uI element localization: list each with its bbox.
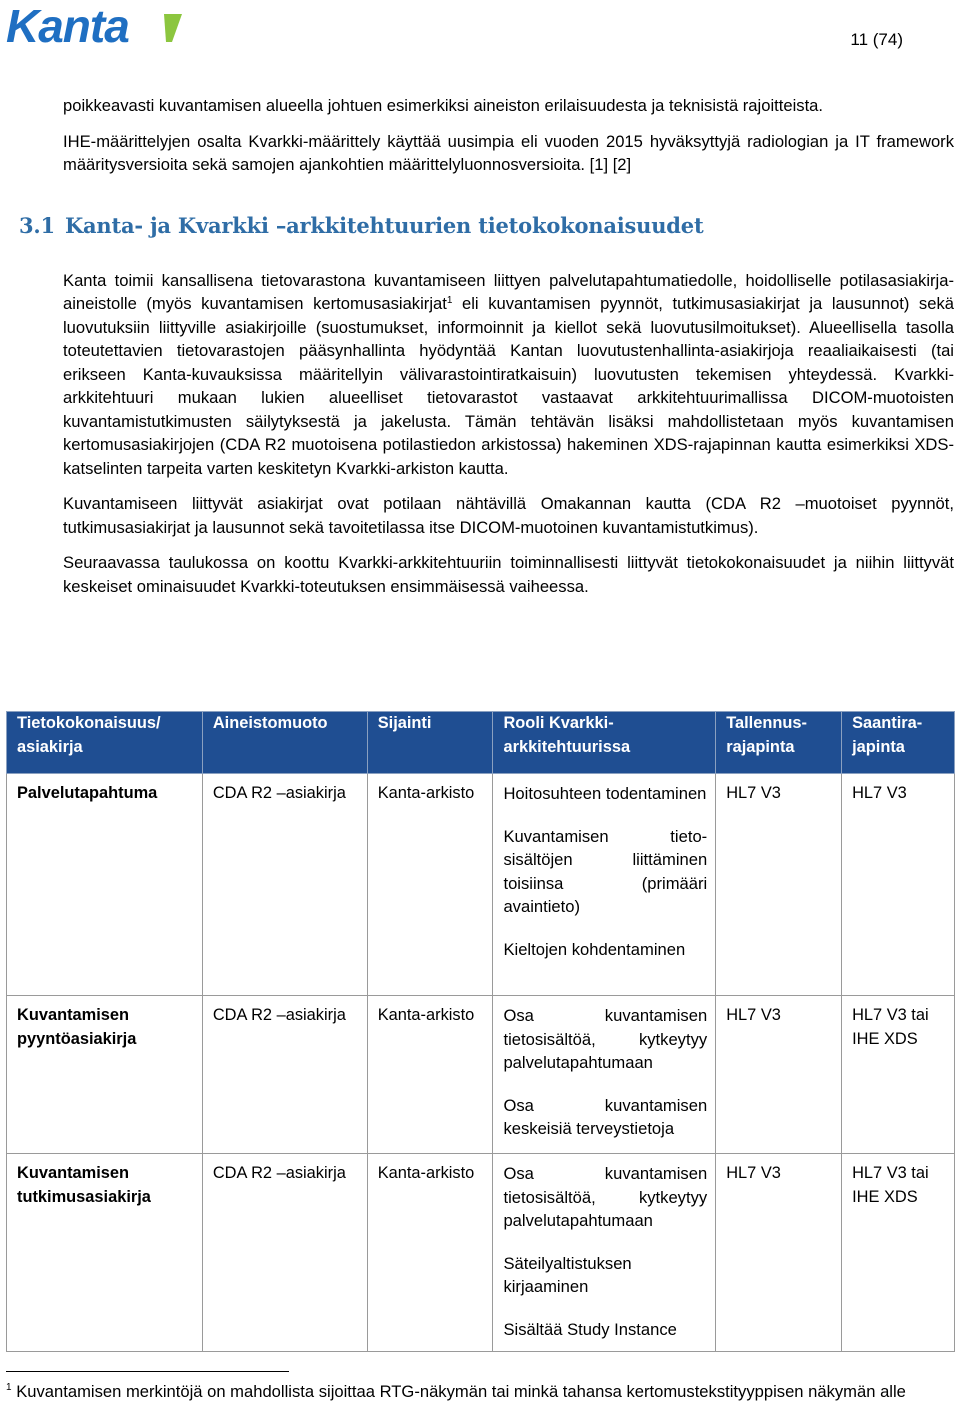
paragraph-kanta-part1: Kanta toimii kansallisena tietovarastona kuvantamiseen liittyen palvelutapahtumatiedolle, hoidolliselle potilasasiakirja-aineistolle (myös kuvantamisen kertomusasiakirjat <box>63 270 954 313</box>
cell-dataset: Palvelutapahtuma <box>7 774 203 996</box>
role-item: Osa kuvantamisen tietosisältöä, kytkeytyy palvelutapahtumaan <box>503 1006 708 1072</box>
role-item: Osa kuvantamisen tietosisältöä, kytkeytyy palvelutapahtumaan <box>503 1164 708 1230</box>
footnote-marker: 1 <box>6 1382 12 1393</box>
cell-role <box>493 774 716 996</box>
footnote-ref[interactable]: 1 <box>446 295 453 306</box>
paragraph-omakanta: Kuvantamiseen liittyvät asiakirjat ovat potilaan nähtävillä Omakannan kautta (CDA R2 –muotoiset pyynnöt, tutkimusasiakirjat ja lausunnot sekä tavoitetilassa itse DICOM-muotoinen kuvantamistutkimus). <box>63 494 954 537</box>
paragraph-kanta-part2: eli kuvantamisen pyynnöt, tutkimusasiakirjat ja lausunnot) sekä luovutuksiin liittyville asiakirjoille (suostumukset, informoinnit ja kiellot sekä luovutusilmoitukset). Alueellisella tasolla toteutettavien tietovarastojen pääsynhallinta hyödyntää Kantan luovutustenhallinta-asiakirjoja reaaliaikaisesti (tai erikseen Kanta-kuvauksissa määritellyin välivarastointiratkaisuin) luovutusten tekemisen yhteydessä. Kvarkki-arkkitehtuuri mukaan lukien alueelliset tietovarastot vastaavat arkkitehtuurimallissa DICOM-muotoisten kuvantamistutkimusten säilytyksestä ja jakelusta. Tämän tehtävän lisäksi mahdollistetaan myös kuvantamisen kertomusasiakirjojen (CDA R2 muotoisena potilastiedon arkistossa) hakeminen XDS-rajapinnan kautta esimerkiksi XDS-katselinten tarpeita varten keskitetyn Kvarkki-arkiston kautta. <box>63 294 954 478</box>
cell-store-interface: HL7 V3 <box>716 996 842 1154</box>
cell-access-interface: HL7 V3 <box>842 774 955 996</box>
role-item: Kieltojen kohdentaminen <box>503 939 686 959</box>
col-header-dataset: Tietokokonaisuus/ asiakirja <box>7 712 203 774</box>
cell-role <box>493 1154 716 1352</box>
cell-location: Kanta-arkisto <box>367 774 493 996</box>
paragraph-intro: poikkeavasti kuvantamisen alueella johtuen esimerkiksi aineiston erilaisuudesta ja teknisistä rajoitteista. <box>63 96 824 115</box>
table-header-row <box>7 712 955 774</box>
cell-dataset: Kuvantamisen pyyntöasiakirja <box>7 996 203 1154</box>
col-header-location: Sijainti <box>367 712 493 774</box>
kanta-logo-mark <box>6 2 186 50</box>
cell-dataset: Kuvantamisen tutkimusasiakirja <box>7 1154 203 1352</box>
section-heading <box>19 212 954 240</box>
cell-format: CDA R2 –asiakirja <box>202 774 367 996</box>
col-header-access-interface: Saantira-japinta <box>842 712 955 774</box>
cell-role <box>493 996 716 1154</box>
col-header-role: Rooli Kvarkki-arkkitehtuurissa <box>493 712 716 774</box>
role-item: Säteilyaltistuksen kirjaaminen <box>503 1253 632 1296</box>
table-row <box>7 996 955 1154</box>
paragraph-kanta <box>63 269 954 481</box>
document-body <box>19 94 954 598</box>
cell-access-interface: HL7 V3 tai IHE XDS <box>842 996 955 1154</box>
role-item: Osa kuvantamisen keskeisiä terveystietoja <box>503 1095 708 1138</box>
cell-location: Kanta-arkisto <box>367 996 493 1154</box>
page-number: 11 (74) <box>850 30 903 49</box>
role-item: Kuvantamisen tieto-sisältöjen liittäminen toisiinsa (primääri avaintieto) <box>503 826 708 916</box>
paragraph-ihe: IHE-määrittelyjen osalta Kvarkki-määrittely käyttää uusimpia eli vuoden 2015 hyväksyttyjä radiologian ja IT framework määritysversioita sekä samojen ajankohtien määrittelyluonnosversioita. [1] [2] <box>63 131 954 174</box>
table-row <box>7 774 955 996</box>
section-number: 3.1 <box>19 212 55 238</box>
cell-store-interface: HL7 V3 <box>716 774 842 996</box>
paragraph-table-intro: Seuraavassa taulukossa on koottu Kvarkki-arkkitehtuuriin toiminnallisesti liittyvät tietokokonaisuudet ja niihin liittyvät keskeiset ominaisuudet Kvarkki-toteutuksen ensimmäisessä vaiheessa. <box>63 553 954 596</box>
cell-access-interface: HL7 V3 tai IHE XDS <box>842 1154 955 1352</box>
cell-store-interface: HL7 V3 <box>716 1154 842 1352</box>
role-item: Sisältää Study Instance <box>503 1319 677 1339</box>
col-header-format: Aineistomuoto <box>202 712 367 774</box>
col-header-store-interface: Tallennus-rajapinta <box>716 712 842 774</box>
kanta-logo <box>6 2 186 55</box>
footnote <box>6 1380 956 1403</box>
logo-green-accent <box>164 14 182 42</box>
logo-text: Kanta <box>6 2 129 50</box>
cell-format: CDA R2 –asiakirja <box>202 1154 367 1352</box>
footnote-divider <box>6 1371 289 1372</box>
section-title: Kanta- ja Kvarkki –arkkitehtuurien tietokokonaisuudet <box>64 212 704 238</box>
cell-location: Kanta-arkisto <box>367 1154 493 1352</box>
cell-format: CDA R2 –asiakirja <box>202 996 367 1154</box>
role-item: Hoitosuhteen todentaminen <box>503 784 707 803</box>
data-table <box>6 711 955 1352</box>
table-row <box>7 1154 955 1352</box>
footnote-text: Kuvantamisen merkintöjä on mahdollista sijoittaa RTG-näkymän tai minkä tahansa kertomustekstityyppisen näkymän alle <box>16 1382 906 1401</box>
